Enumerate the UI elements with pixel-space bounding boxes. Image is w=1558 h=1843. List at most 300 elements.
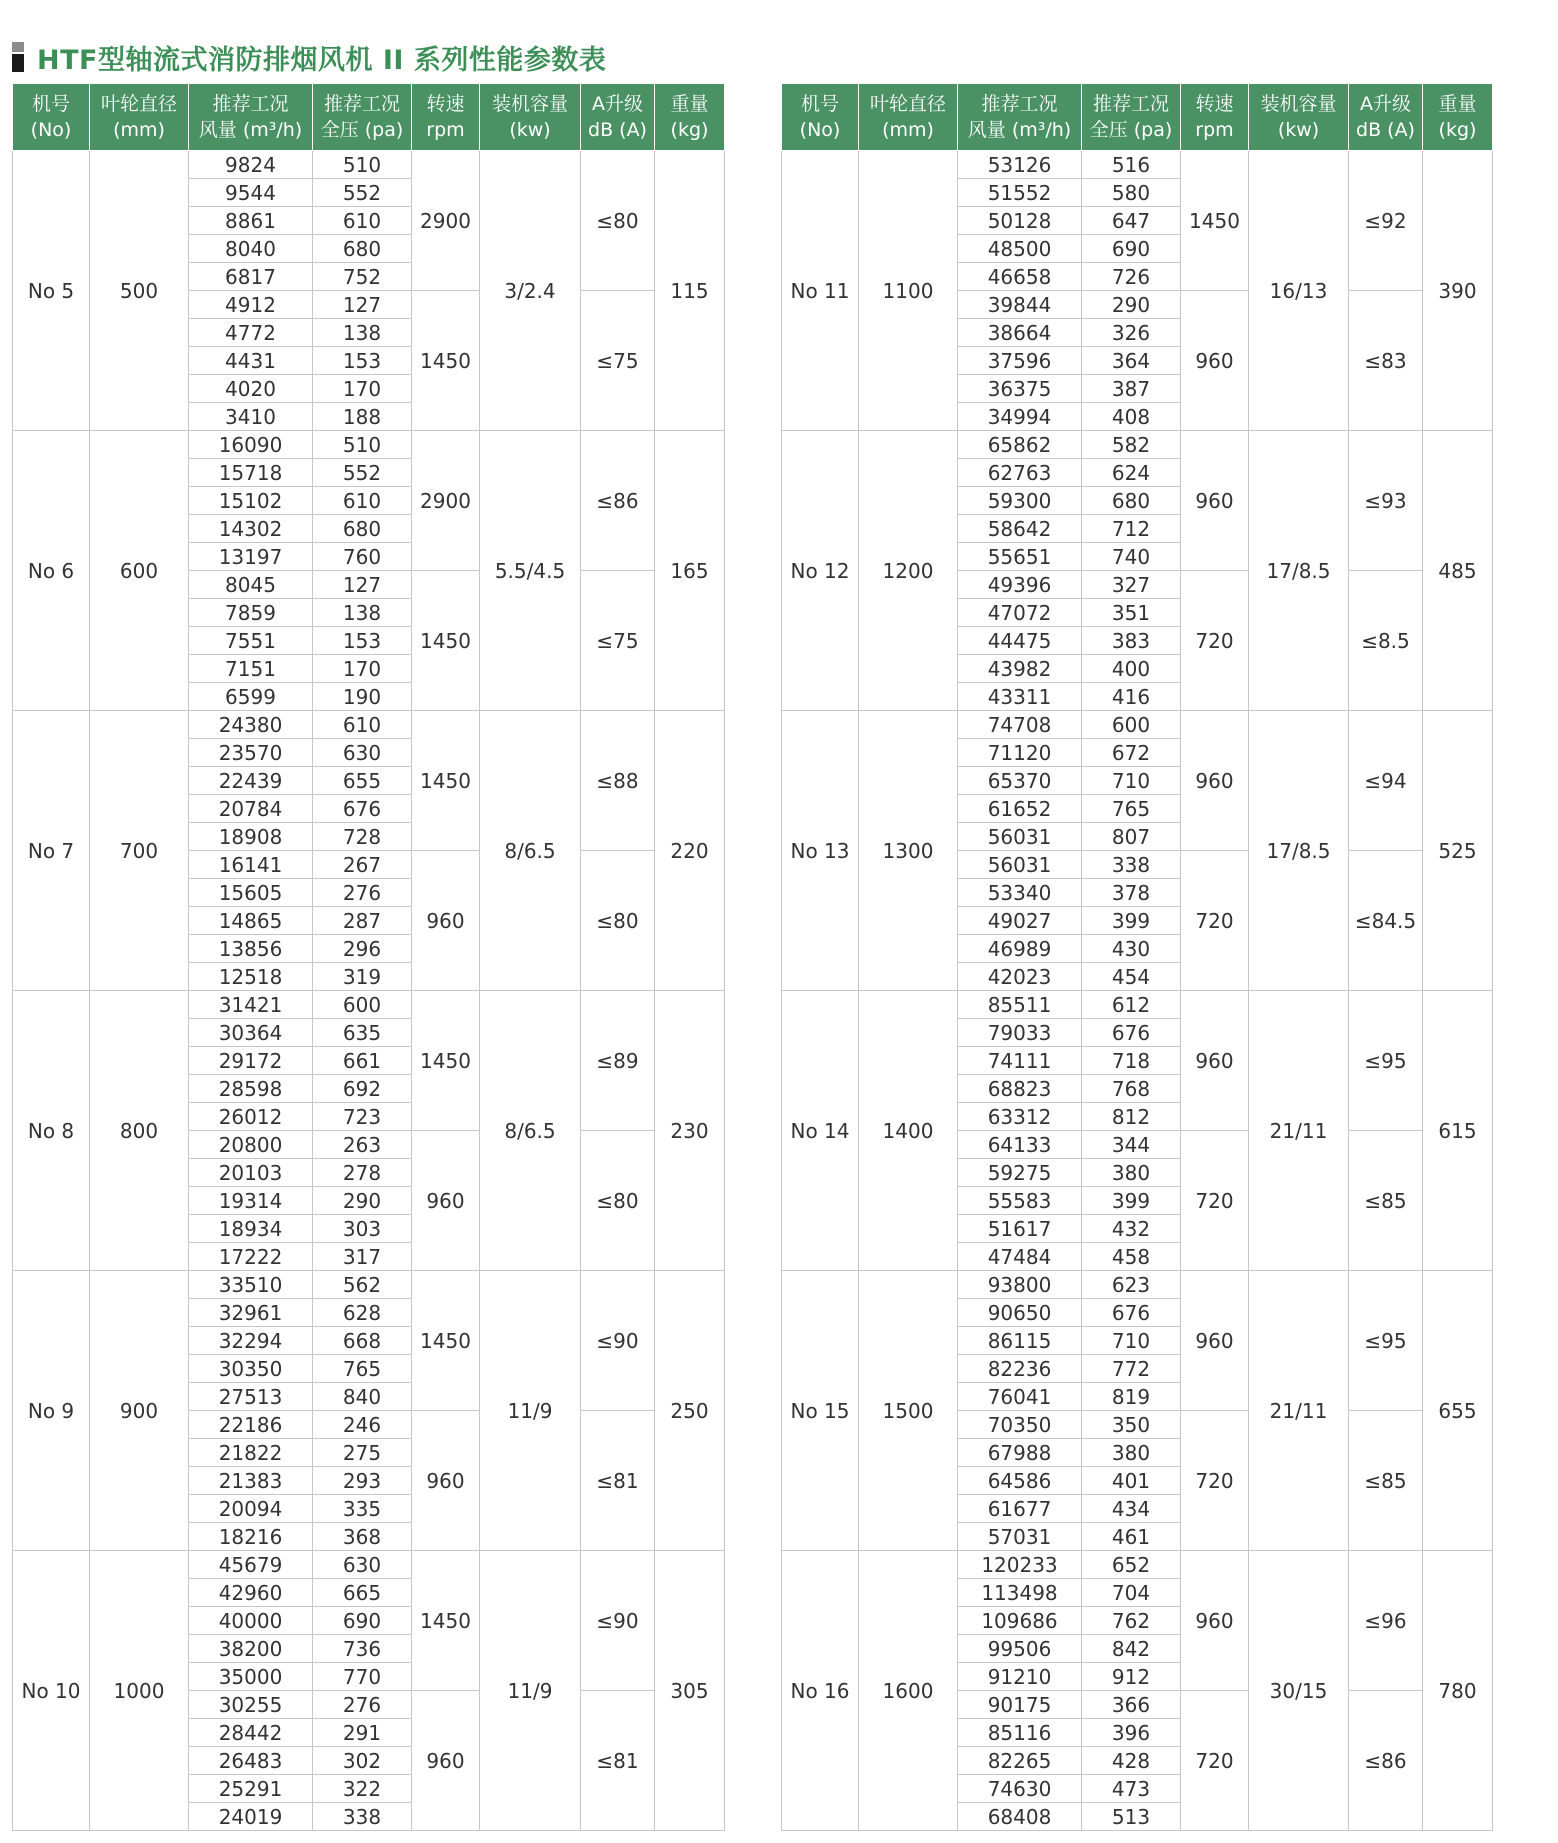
weight-cell: 485 bbox=[1423, 431, 1493, 711]
airflow-cell: 4772 bbox=[189, 319, 313, 347]
speed-cell: 1450 bbox=[412, 991, 480, 1131]
noise-cell: ≤8.5 bbox=[1349, 571, 1423, 711]
header-label: 推荐工况 bbox=[323, 93, 400, 115]
pressure-cell: 668 bbox=[313, 1327, 412, 1355]
pressure-cell: 704 bbox=[1082, 1579, 1181, 1607]
diameter-cell: 600 bbox=[90, 431, 189, 711]
airflow-cell: 8045 bbox=[189, 571, 313, 599]
table-row bbox=[13, 1551, 725, 1579]
header-label: 推荐工况 bbox=[981, 93, 1058, 115]
noise-cell: ≤83 bbox=[1349, 291, 1423, 431]
pressure-cell: 344 bbox=[1082, 1131, 1181, 1159]
airflow-cell: 85511 bbox=[958, 991, 1082, 1019]
pressure-cell: 396 bbox=[1082, 1719, 1181, 1747]
airflow-cell: 61652 bbox=[958, 795, 1082, 823]
weight-cell: 390 bbox=[1423, 151, 1493, 431]
pressure-cell: 765 bbox=[1082, 795, 1181, 823]
diameter-cell: 1500 bbox=[859, 1271, 958, 1551]
airflow-cell: 48500 bbox=[958, 235, 1082, 263]
noise-cell: ≤86 bbox=[1349, 1691, 1423, 1831]
table-row bbox=[782, 431, 1493, 459]
airflow-cell: 120233 bbox=[958, 1551, 1082, 1579]
pressure-cell: 287 bbox=[313, 907, 412, 935]
pressure-cell: 710 bbox=[1082, 767, 1181, 795]
pressure-cell: 276 bbox=[313, 1691, 412, 1719]
header-speed bbox=[1181, 84, 1249, 151]
table-header-row bbox=[782, 84, 1493, 151]
airflow-cell: 33510 bbox=[189, 1271, 313, 1299]
airflow-cell: 7551 bbox=[189, 627, 313, 655]
header-label: dB (A) bbox=[1356, 119, 1415, 141]
pressure-cell: 610 bbox=[313, 487, 412, 515]
model-cell: No 11 bbox=[782, 151, 859, 431]
table-row bbox=[782, 711, 1493, 739]
pressure-cell: 190 bbox=[313, 683, 412, 711]
power-cell: 17/8.5 bbox=[1249, 711, 1349, 991]
diameter-cell: 1400 bbox=[859, 991, 958, 1271]
header-pressure bbox=[1082, 84, 1181, 151]
header-noise bbox=[581, 84, 655, 151]
table-row bbox=[782, 1551, 1493, 1579]
performance-table-right bbox=[781, 84, 1493, 1831]
pressure-cell: 661 bbox=[313, 1047, 412, 1075]
header-label: rpm bbox=[1195, 119, 1234, 141]
airflow-cell: 30350 bbox=[189, 1355, 313, 1383]
airflow-cell: 30255 bbox=[189, 1691, 313, 1719]
airflow-cell: 49027 bbox=[958, 907, 1082, 935]
pressure-cell: 296 bbox=[313, 935, 412, 963]
airflow-cell: 56031 bbox=[958, 823, 1082, 851]
header-label: 推荐工况 bbox=[212, 93, 289, 115]
pressure-cell: 430 bbox=[1082, 935, 1181, 963]
airflow-cell: 59275 bbox=[958, 1159, 1082, 1187]
airflow-cell: 47072 bbox=[958, 599, 1082, 627]
pressure-cell: 765 bbox=[313, 1355, 412, 1383]
airflow-cell: 26012 bbox=[189, 1103, 313, 1131]
pressure-cell: 188 bbox=[313, 403, 412, 431]
pressure-cell: 819 bbox=[1082, 1383, 1181, 1411]
speed-cell: 720 bbox=[1181, 1411, 1249, 1551]
power-cell: 21/11 bbox=[1249, 991, 1349, 1271]
table-row bbox=[13, 1271, 725, 1299]
model-cell: No 9 bbox=[13, 1271, 90, 1551]
pressure-cell: 338 bbox=[1082, 851, 1181, 879]
pressure-cell: 612 bbox=[1082, 991, 1181, 1019]
pressure-cell: 680 bbox=[313, 515, 412, 543]
pressure-cell: 351 bbox=[1082, 599, 1181, 627]
pressure-cell: 383 bbox=[1082, 627, 1181, 655]
airflow-cell: 79033 bbox=[958, 1019, 1082, 1047]
airflow-cell: 53340 bbox=[958, 879, 1082, 907]
airflow-cell: 43982 bbox=[958, 655, 1082, 683]
airflow-cell: 23570 bbox=[189, 739, 313, 767]
diameter-cell: 800 bbox=[90, 991, 189, 1271]
header-label: dB (A) bbox=[588, 119, 647, 141]
noise-cell: ≤81 bbox=[581, 1691, 655, 1831]
noise-cell: ≤93 bbox=[1349, 431, 1423, 571]
airflow-cell: 32294 bbox=[189, 1327, 313, 1355]
airflow-cell: 58642 bbox=[958, 515, 1082, 543]
speed-cell: 960 bbox=[412, 851, 480, 991]
pressure-cell: 293 bbox=[313, 1467, 412, 1495]
table-row bbox=[13, 711, 725, 739]
pressure-cell: 510 bbox=[313, 431, 412, 459]
power-cell: 11/9 bbox=[480, 1551, 581, 1831]
pressure-cell: 726 bbox=[1082, 263, 1181, 291]
pressure-cell: 672 bbox=[1082, 739, 1181, 767]
airflow-cell: 64133 bbox=[958, 1131, 1082, 1159]
diameter-cell: 900 bbox=[90, 1271, 189, 1551]
pressure-cell: 630 bbox=[313, 1551, 412, 1579]
pressure-cell: 408 bbox=[1082, 403, 1181, 431]
airflow-cell: 28598 bbox=[189, 1075, 313, 1103]
header-label: (No) bbox=[30, 119, 72, 141]
diameter-cell: 500 bbox=[90, 151, 189, 431]
airflow-cell: 68408 bbox=[958, 1803, 1082, 1831]
airflow-cell: 28442 bbox=[189, 1719, 313, 1747]
airflow-cell: 35000 bbox=[189, 1663, 313, 1691]
airflow-cell: 22439 bbox=[189, 767, 313, 795]
header-airflow bbox=[189, 84, 313, 151]
pressure-cell: 770 bbox=[313, 1663, 412, 1691]
speed-cell: 2900 bbox=[412, 431, 480, 571]
airflow-cell: 76041 bbox=[958, 1383, 1082, 1411]
airflow-cell: 82236 bbox=[958, 1355, 1082, 1383]
airflow-cell: 109686 bbox=[958, 1607, 1082, 1635]
airflow-cell: 53126 bbox=[958, 151, 1082, 179]
pressure-cell: 428 bbox=[1082, 1747, 1181, 1775]
pressure-cell: 170 bbox=[313, 375, 412, 403]
pressure-cell: 387 bbox=[1082, 375, 1181, 403]
airflow-cell: 7151 bbox=[189, 655, 313, 683]
airflow-cell: 93800 bbox=[958, 1271, 1082, 1299]
airflow-cell: 47484 bbox=[958, 1243, 1082, 1271]
airflow-cell: 61677 bbox=[958, 1495, 1082, 1523]
pressure-cell: 768 bbox=[1082, 1075, 1181, 1103]
airflow-cell: 24019 bbox=[189, 1803, 313, 1831]
airflow-cell: 14302 bbox=[189, 515, 313, 543]
pressure-cell: 710 bbox=[1082, 1327, 1181, 1355]
speed-cell: 1450 bbox=[412, 571, 480, 711]
noise-cell: ≤95 bbox=[1349, 1271, 1423, 1411]
pressure-cell: 364 bbox=[1082, 347, 1181, 375]
weight-cell: 780 bbox=[1423, 1551, 1493, 1831]
pressure-cell: 127 bbox=[313, 291, 412, 319]
pressure-cell: 267 bbox=[313, 851, 412, 879]
airflow-cell: 51552 bbox=[958, 179, 1082, 207]
airflow-cell: 4431 bbox=[189, 347, 313, 375]
airflow-cell: 44475 bbox=[958, 627, 1082, 655]
speed-cell: 720 bbox=[1181, 571, 1249, 711]
pressure-cell: 807 bbox=[1082, 823, 1181, 851]
header-model bbox=[782, 84, 859, 151]
header-diameter bbox=[90, 84, 189, 151]
pressure-cell: 690 bbox=[313, 1607, 412, 1635]
weight-cell: 230 bbox=[655, 991, 725, 1271]
pressure-cell: 647 bbox=[1082, 207, 1181, 235]
airflow-cell: 42960 bbox=[189, 1579, 313, 1607]
title-marker-icon bbox=[12, 42, 24, 72]
speed-cell: 960 bbox=[1181, 711, 1249, 851]
pressure-cell: 723 bbox=[313, 1103, 412, 1131]
pressure-cell: 624 bbox=[1082, 459, 1181, 487]
airflow-cell: 20103 bbox=[189, 1159, 313, 1187]
power-cell: 30/15 bbox=[1249, 1551, 1349, 1831]
airflow-cell: 51617 bbox=[958, 1215, 1082, 1243]
airflow-cell: 36375 bbox=[958, 375, 1082, 403]
speed-cell: 1450 bbox=[412, 291, 480, 431]
header-model bbox=[13, 84, 90, 151]
header-label: 机号 bbox=[800, 93, 839, 115]
pressure-cell: 366 bbox=[1082, 1691, 1181, 1719]
pressure-cell: 552 bbox=[313, 459, 412, 487]
pressure-cell: 380 bbox=[1082, 1439, 1181, 1467]
airflow-cell: 16090 bbox=[189, 431, 313, 459]
pressure-cell: 623 bbox=[1082, 1271, 1181, 1299]
airflow-cell: 59300 bbox=[958, 487, 1082, 515]
diameter-cell: 1200 bbox=[859, 431, 958, 711]
diameter-cell: 1100 bbox=[859, 151, 958, 431]
airflow-cell: 113498 bbox=[958, 1579, 1082, 1607]
pressure-cell: 368 bbox=[313, 1523, 412, 1551]
header-label: 风量 (m³/h) bbox=[967, 119, 1072, 141]
table-row bbox=[13, 431, 725, 459]
noise-cell: ≤86 bbox=[581, 431, 655, 571]
speed-cell: 720 bbox=[1181, 851, 1249, 991]
pressure-cell: 454 bbox=[1082, 963, 1181, 991]
airflow-cell: 12518 bbox=[189, 963, 313, 991]
pressure-cell: 580 bbox=[1082, 179, 1181, 207]
airflow-cell: 45679 bbox=[189, 1551, 313, 1579]
airflow-cell: 56031 bbox=[958, 851, 1082, 879]
noise-cell: ≤94 bbox=[1349, 711, 1423, 851]
airflow-cell: 4912 bbox=[189, 291, 313, 319]
pressure-cell: 635 bbox=[313, 1019, 412, 1047]
speed-cell: 960 bbox=[412, 1691, 480, 1831]
airflow-cell: 86115 bbox=[958, 1327, 1082, 1355]
header-pressure bbox=[313, 84, 412, 151]
airflow-cell: 38200 bbox=[189, 1635, 313, 1663]
pressure-cell: 434 bbox=[1082, 1495, 1181, 1523]
speed-cell: 720 bbox=[1181, 1691, 1249, 1831]
airflow-cell: 46989 bbox=[958, 935, 1082, 963]
pressure-cell: 652 bbox=[1082, 1551, 1181, 1579]
pressure-cell: 600 bbox=[1082, 711, 1181, 739]
pressure-cell: 380 bbox=[1082, 1159, 1181, 1187]
header-label: 全压 (pa) bbox=[1089, 119, 1173, 141]
speed-cell: 960 bbox=[1181, 1271, 1249, 1411]
header-label: A升级 bbox=[1360, 93, 1411, 115]
power-cell: 5.5/4.5 bbox=[480, 431, 581, 711]
pressure-cell: 153 bbox=[313, 347, 412, 375]
pressure-cell: 138 bbox=[313, 599, 412, 627]
airflow-cell: 20784 bbox=[189, 795, 313, 823]
pressure-cell: 319 bbox=[313, 963, 412, 991]
pressure-cell: 740 bbox=[1082, 543, 1181, 571]
pressure-cell: 263 bbox=[313, 1131, 412, 1159]
speed-cell: 960 bbox=[1181, 1551, 1249, 1691]
pressure-cell: 912 bbox=[1082, 1663, 1181, 1691]
table-row bbox=[13, 151, 725, 179]
airflow-cell: 70350 bbox=[958, 1411, 1082, 1439]
speed-cell: 720 bbox=[1181, 1131, 1249, 1271]
model-cell: No 10 bbox=[13, 1551, 90, 1831]
pressure-cell: 275 bbox=[313, 1439, 412, 1467]
speed-cell: 960 bbox=[412, 1411, 480, 1551]
noise-cell: ≤85 bbox=[1349, 1411, 1423, 1551]
pressure-cell: 513 bbox=[1082, 1803, 1181, 1831]
airflow-cell: 74630 bbox=[958, 1775, 1082, 1803]
noise-cell: ≤90 bbox=[581, 1271, 655, 1411]
airflow-cell: 7859 bbox=[189, 599, 313, 627]
model-cell: No 6 bbox=[13, 431, 90, 711]
page-title: HTF型轴流式消防排烟风机 II 系列性能参数表 bbox=[37, 44, 607, 76]
airflow-cell: 17222 bbox=[189, 1243, 313, 1271]
airflow-cell: 82265 bbox=[958, 1747, 1082, 1775]
header-label: 推荐工况 bbox=[1092, 93, 1169, 115]
airflow-cell: 90650 bbox=[958, 1299, 1082, 1327]
header-label: (mm) bbox=[882, 119, 934, 141]
airflow-cell: 46658 bbox=[958, 263, 1082, 291]
pressure-cell: 378 bbox=[1082, 879, 1181, 907]
airflow-cell: 3410 bbox=[189, 403, 313, 431]
noise-cell: ≤81 bbox=[581, 1411, 655, 1551]
pressure-cell: 399 bbox=[1082, 1187, 1181, 1215]
performance-table-left bbox=[12, 84, 725, 1831]
airflow-cell: 4020 bbox=[189, 375, 313, 403]
airflow-cell: 91210 bbox=[958, 1663, 1082, 1691]
noise-cell: ≤75 bbox=[581, 291, 655, 431]
airflow-cell: 31421 bbox=[189, 991, 313, 1019]
model-cell: No 16 bbox=[782, 1551, 859, 1831]
pressure-cell: 401 bbox=[1082, 1467, 1181, 1495]
speed-cell: 1450 bbox=[412, 1271, 480, 1411]
airflow-cell: 18934 bbox=[189, 1215, 313, 1243]
airflow-cell: 13197 bbox=[189, 543, 313, 571]
airflow-cell: 16141 bbox=[189, 851, 313, 879]
pressure-cell: 291 bbox=[313, 1719, 412, 1747]
noise-cell: ≤89 bbox=[581, 991, 655, 1131]
pressure-cell: 728 bbox=[313, 823, 412, 851]
airflow-cell: 22186 bbox=[189, 1411, 313, 1439]
airflow-cell: 71120 bbox=[958, 739, 1082, 767]
power-cell: 21/11 bbox=[1249, 1271, 1349, 1551]
pressure-cell: 736 bbox=[313, 1635, 412, 1663]
weight-cell: 115 bbox=[655, 151, 725, 431]
header-noise bbox=[1349, 84, 1423, 151]
airflow-cell: 57031 bbox=[958, 1523, 1082, 1551]
airflow-cell: 42023 bbox=[958, 963, 1082, 991]
pressure-cell: 303 bbox=[313, 1215, 412, 1243]
pressure-cell: 416 bbox=[1082, 683, 1181, 711]
speed-cell: 1450 bbox=[1181, 151, 1249, 291]
noise-cell: ≤80 bbox=[581, 851, 655, 991]
airflow-cell: 63312 bbox=[958, 1103, 1082, 1131]
diameter-cell: 700 bbox=[90, 711, 189, 991]
noise-cell: ≤92 bbox=[1349, 151, 1423, 291]
airflow-cell: 40000 bbox=[189, 1607, 313, 1635]
header-label: (kg) bbox=[1438, 119, 1477, 141]
model-cell: No 12 bbox=[782, 431, 859, 711]
airflow-cell: 65862 bbox=[958, 431, 1082, 459]
header-label: 叶轮直径 bbox=[100, 93, 177, 115]
pressure-cell: 676 bbox=[1082, 1019, 1181, 1047]
pressure-cell: 326 bbox=[1082, 319, 1181, 347]
speed-cell: 960 bbox=[1181, 431, 1249, 571]
airflow-cell: 30364 bbox=[189, 1019, 313, 1047]
pressure-cell: 676 bbox=[313, 795, 412, 823]
header-label: 机号 bbox=[31, 93, 70, 115]
header-power bbox=[480, 84, 581, 151]
pressure-cell: 690 bbox=[1082, 235, 1181, 263]
header-diameter bbox=[859, 84, 958, 151]
airflow-cell: 18908 bbox=[189, 823, 313, 851]
power-cell: 16/13 bbox=[1249, 151, 1349, 431]
airflow-cell: 19314 bbox=[189, 1187, 313, 1215]
header-label: (kg) bbox=[670, 119, 709, 141]
noise-cell: ≤96 bbox=[1349, 1551, 1423, 1691]
airflow-cell: 6817 bbox=[189, 263, 313, 291]
pressure-cell: 327 bbox=[1082, 571, 1181, 599]
pressure-cell: 276 bbox=[313, 879, 412, 907]
weight-cell: 655 bbox=[1423, 1271, 1493, 1551]
pressure-cell: 127 bbox=[313, 571, 412, 599]
airflow-cell: 99506 bbox=[958, 1635, 1082, 1663]
airflow-cell: 27513 bbox=[189, 1383, 313, 1411]
header-label: 装机容量 bbox=[1260, 93, 1337, 115]
model-cell: No 8 bbox=[13, 991, 90, 1271]
airflow-cell: 21822 bbox=[189, 1439, 313, 1467]
model-cell: No 14 bbox=[782, 991, 859, 1271]
pressure-cell: 278 bbox=[313, 1159, 412, 1187]
airflow-cell: 37596 bbox=[958, 347, 1082, 375]
pressure-cell: 610 bbox=[313, 711, 412, 739]
header-label: 转速 bbox=[1195, 93, 1234, 115]
header-label: (kw) bbox=[509, 119, 551, 141]
table-row bbox=[782, 151, 1493, 179]
noise-cell: ≤84.5 bbox=[1349, 851, 1423, 991]
header-airflow bbox=[958, 84, 1082, 151]
pressure-cell: 290 bbox=[1082, 291, 1181, 319]
pressure-cell: 718 bbox=[1082, 1047, 1181, 1075]
header-label: 重量 bbox=[670, 93, 709, 115]
diameter-cell: 1000 bbox=[90, 1551, 189, 1831]
pressure-cell: 138 bbox=[313, 319, 412, 347]
header-weight bbox=[655, 84, 725, 151]
airflow-cell: 62763 bbox=[958, 459, 1082, 487]
pressure-cell: 458 bbox=[1082, 1243, 1181, 1271]
airflow-cell: 90175 bbox=[958, 1691, 1082, 1719]
header-label: 重量 bbox=[1438, 93, 1477, 115]
airflow-cell: 29172 bbox=[189, 1047, 313, 1075]
pressure-cell: 510 bbox=[313, 151, 412, 179]
weight-cell: 220 bbox=[655, 711, 725, 991]
diameter-cell: 1600 bbox=[859, 1551, 958, 1831]
header-label: 叶轮直径 bbox=[869, 93, 946, 115]
pressure-cell: 760 bbox=[313, 543, 412, 571]
header-label: (kw) bbox=[1277, 119, 1320, 141]
header-label: rpm bbox=[426, 119, 465, 141]
pressure-cell: 610 bbox=[313, 207, 412, 235]
speed-cell: 960 bbox=[1181, 991, 1249, 1131]
power-cell: 3/2.4 bbox=[480, 151, 581, 431]
airflow-cell: 38664 bbox=[958, 319, 1082, 347]
pressure-cell: 692 bbox=[313, 1075, 412, 1103]
airflow-cell: 20094 bbox=[189, 1495, 313, 1523]
power-cell: 8/6.5 bbox=[480, 991, 581, 1271]
airflow-cell: 74111 bbox=[958, 1047, 1082, 1075]
airflow-cell: 55651 bbox=[958, 543, 1082, 571]
